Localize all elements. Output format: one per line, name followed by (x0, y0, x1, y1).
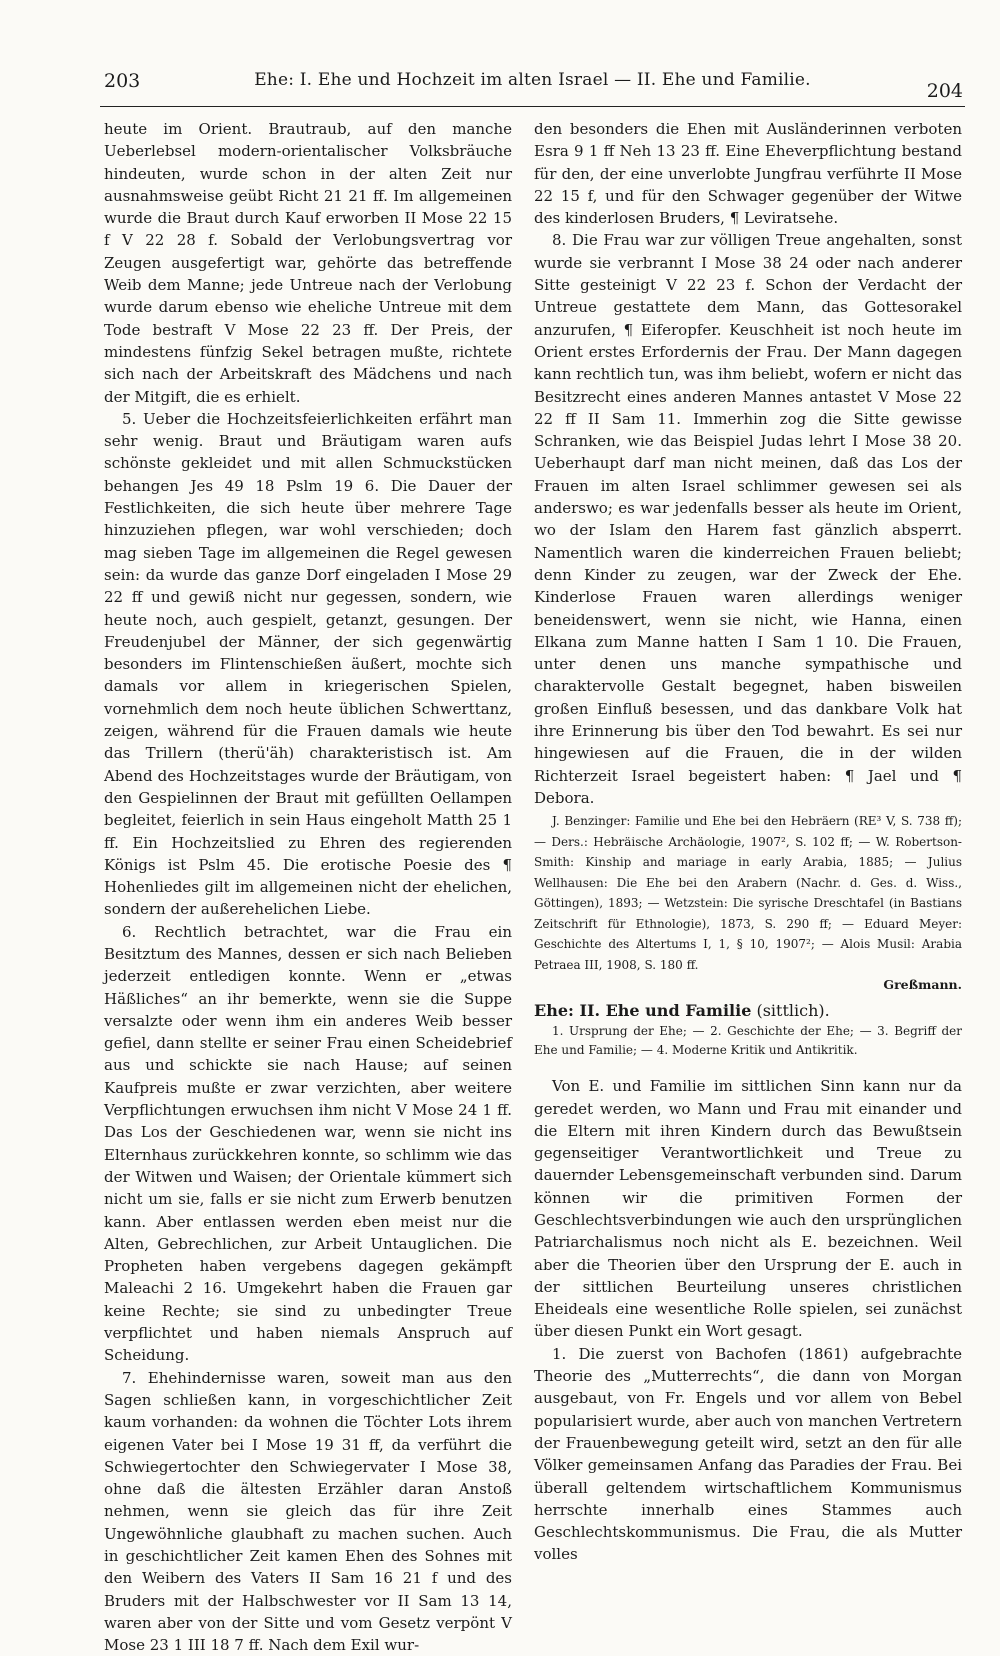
section-heading-suffix: (sittlich). (751, 1001, 830, 1021)
section-heading (534, 999, 962, 1022)
running-title: Ehe: I. Ehe und Hochzeit im alten Israel — II. Ehe und Familie. (254, 70, 811, 90)
page-number-right: 204 (926, 80, 963, 102)
paragraph-intro: Von E. und Familie im sittlichen Sinn kann nur da geredet werden, wo Mann und Frau mit einander und die Eltern mit ihren Kindern durch das Bewußtsein gegenseitiger Verantwortlichkeit und Treue zu dauernder Lebensgemeinschaft verbunden sind. Darum können wir die primitiven Formen der Geschlechtsverbindungen wie auch den ursprünglichen Patriarchalismus noch nicht als E. bezeichnen. Weil aber die Theorien über den Ursprung der E. auch in der sittlichen Beurteilung unseres christlichen Eheideals eine wesentliche Rolle spielen, sei zunächst über diesen Punkt ein Wort gesagt. (534, 1077, 962, 1341)
paragraph: den besonders die Ehen mit Ausländerinnen verboten Esra 9 1 ff Neh 13 23 ff. Eine Eheverpflichtung bestand für den, der eine unverlobte Jungfrau verführte II Mose 22 15 f, und für den Schwager gegenüber der Witwe des kinderlosen Bruders, ¶ Leviratsehe. (534, 120, 962, 228)
paragraph-mutterrecht: 1. Die zuerst von Bachofen (1861) aufgebrachte Theorie des „Mutterrechts“, die dann von Morgan ausgebaut, von Fr. Engels und vor allem von Bebel popularisiert wurde, aber auch von manchen Vertretern der Frauenbewegung geteilt wird, setzt an den für alle Völker gemeinsamen Anfang das Paradies der Frau. Bei überall geltendem wirtschaftlichem Kommunismus herrschte innerhalb eines Stammes auch Geschlechtskommunismus. Die Frau, die als Mutter volles (534, 1344, 962, 1564)
paragraph-hochzeit: 5. Ueber die Hochzeitsfeierlichkeiten erfährt man sehr wenig. Braut und Bräutigam waren aufs schönste gekleidet und mit allen Schmuckstücken behangen Jes 49 18 Pslm 19 6. Die Dauer der Festlichkeiten, die sich heute über mehrere Tage hinzuziehen pflegen, war wohl verschieden; doch mag sieben Tage im allgemeinen die Regel gewesen sein: da wurde das ganze Dorf eingeladen I Mose 29 22 ff und gewiß nicht nur gegessen, sondern, wie heute noch, auch gespielt, getanzt, gesungen. Der Freudenjubel der Männer, der sich gegenwärtig besonders im Flintenschießen äußert, mochte sich damals vor allem in kriegerischen Spielen, vornehmlich dem noch heute üblichen Schwerttanz, zeigen, während für die Frauen damals wie heute das Trillern (therü'äh) charakteristisch ist. Am Abend des Hochzeitstages wurde der Bräutigam, von den Gespielinnen der Braut mit gefüllten Oellampen begleitet, feierlich in sein Haus eingeholt Matth 25 1 ff. Ein Hochzeitslied zu Ehren des regierenden Königs ist Pslm 45. Die erotische Poesie des ¶ Hohenliedes gilt im allgemeinen nicht der ehelichen, sondern der außerehelichen Liebe. (104, 409, 512, 919)
bibliography: J. Benzinger: Familie und Ehe bei den Hebräern (RE³ V, S. 738 ff); — Ders.: Hebräische Archäologie, 1907², S. 102 ff; — W. Robertson-Smith: Kinship and mariage in early Arabia, 1885; — Julius Wellhausen: Die Ehe bei den Arabern (Nachr. d. Ges. d. Wiss., Göttingen), 1893; — Wetzstein: Die syrische Dreschtafel (in Bastians Zeitschrift für Ethnologie), 1873, S. 290 ff; — Eduard Meyer: Geschichte des Altertums I, 1, § 10, 1907²; — Alois Musil: Arabia Petraea III, 1908, S. 180 ff. (534, 814, 962, 972)
left-column (104, 118, 512, 1656)
author-signature: Greßmann. (883, 977, 962, 993)
paragraph-treue: 8. Die Frau war zur völligen Treue angehalten, sonst wurde sie verbrannt I Mose 38 24 oder nach anderer Sitte gesteinigt V 22 23 f. Schon der Verdacht der Untreue gestattete dem Mann, das Gottesorakel anzurufen, ¶ Eiferopfer. Keuschheit ist noch heute im Orient erstes Erfordernis der Frau. Der Mann dagegen kann rechtlich tun, was ihm beliebt, wofern er nicht das Besitzrecht eines anderen Mannes antastet V Mose 22 22 ff II Sam 11. Immerhin zog die Sitte gewisse Schranken, wie das Beispiel Judas lehrt I Mose 38 20. Ueberhaupt darf man nicht meinen, daß das Los der Frauen im alten Israel schlimmer gewesen sei als anderswo; es war jedenfalls besser als heute im Orient, wo der Islam den Harem fast gänzlich absperrt. Namentlich waren die kinderreichen Frauen beliebt; denn Kinder zu zeugen, war der Zweck der Ehe. Kinderlose Frauen waren allerdings weniger beneidenswert, wenn sie nicht, wie Hanna, einen Elkana zum Manne hatten I Sam 1 10. Die Frauen, unter denen uns manche sympathische und charaktervolle Gestalt begegnet, haben bisweilen großen Einfluß besessen, und das dankbare Volk hat ihre Erinnerung bis über den Tod bewahrt. Es sei nur hingewiesen auf die Frauen, die in der wilden Richterzeit Israel begeistert haben: ¶ Jael und ¶ Debora. (534, 231, 962, 807)
paragraph-rechtlich: 6. Rechtlich betrachtet, war die Frau ein Besitztum des Mannes, dessen er sich nach Belieben jederzeit entledigen konnte. Wenn er „etwas Häßliches“ an ihr bemerkte, wenn sie die Suppe versalzte oder wenn ihm ein anderes Weib besser gefiel, dann stellte er seiner Frau einen Scheidebrief aus und schickte sie nach Hause; auf seinen Kaufpreis mußte er zwar verzichten, aber weitere Verpflichtungen erwuchsen ihm nicht V Mose 24 1 ff. Das Los der Geschiedenen war, wenn sie nicht ins Elternhaus zurückkehren konnte, so schlimm wie das der Witwen und Waisen; der Orientale kümmert sich nicht um sie, falls er sie nicht zum Erwerb benutzen kann. Aber entlassen werden eben meist nur die Alten, Gebrechlichen, zur Arbeit Untauglichen. Die Propheten haben vergebens dagegen gekämpft Maleachi 2 16. Umgekehrt haben die Frauen gar keine Rechte; sie sind zu unbedingter Treue verpflichtet und haben niemals Anspruch auf Scheidung. (104, 922, 512, 1365)
paragraph-ehehindernisse: 7. Ehehindernisse waren, soweit man aus den Sagen schließen kann, in vorgeschichtlicher Zeit kaum vorhanden: da wohnen die Töchter Lots ihrem eigenen Vater bei I Mose 19 31 ff, da verführt die Schwiegertochter den Schwiegervater I Mose 38, ohne daß die ältesten Erzähler daran Anstoß nehmen, wenn sie gleich das für ihre Zeit Ungewöhnliche glaubhaft zu machen suchen. Auch in geschichtlicher Zeit kamen Ehen des Sohnes mit den Weibern des Vaters II Sam 16 21 f und des Bruders mit der Halbschwester vor II Sam 13 14, waren aber von der Sitte und vom Gesetz verpönt V Mose 23 1 III 18 7 ff. Nach dem Exil wur- (104, 1368, 512, 1655)
paragraph: heute im Orient. Brautraub, auf den manche Ueberlebsel modern-orientalischer Volksbräuche hindeuten, wurde schon in der alten Zeit nur ausnahmsweise geübt Richt 21 21 ff. Im allgemeinen wurde die Braut durch Kauf erworben II Mose 22 15 f V 22 28 f. Sobald der Verlobungsvertrag vor Zeugen ausgefertigt war, gehörte das betreffende Weib dem Manne; jede Untreue nach der Verlobung wurde darum ebenso wie eheliche Untreue mit dem Tode bestraft V Mose 22 23 ff. Der Preis, der mindestens fünfzig Sekel betragen mußte, richtete sich nach der Arbeitskraft des Mädchens und nach der Mitgift, die es erhielt. (104, 120, 512, 406)
running-header (100, 62, 965, 107)
page-number-left: 203 (104, 70, 141, 92)
section-heading-bold: Ehe: II. Ehe und Familie (534, 1001, 752, 1021)
right-column (534, 118, 962, 1566)
section-contents: 1. Ursprung der Ehe; — 2. Geschichte der Ehe; — 3. Begriff der Ehe und Familie; — 4. Moderne Kritik und Antikritik. (534, 1024, 962, 1057)
